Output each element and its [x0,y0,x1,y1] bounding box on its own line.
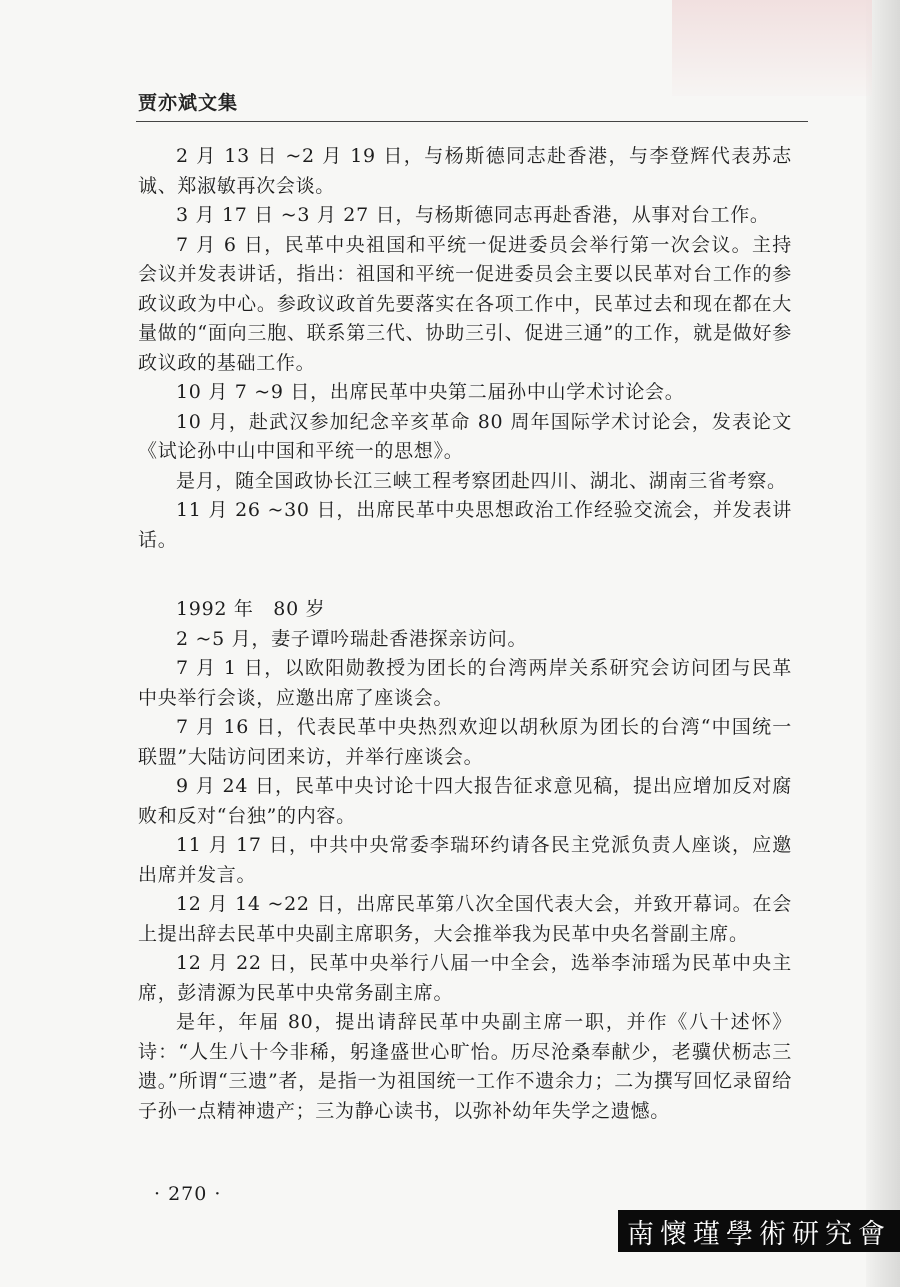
scan-page-edge [866,0,900,1287]
section-gap [138,555,792,595]
paragraph: 11 月 26 ~30 日，出席民革中央思想政治工作经验交流会，并发表讲话。 [138,499,792,551]
paragraph: 7 月 1 日，以欧阳勋教授为团长的台湾两岸关系研究会访问团与民革中央举行会谈，应邀出席了座谈会。 [138,657,792,709]
watermark-text: 南懷瑾學術研究會 [627,1218,891,1250]
paragraph: 9 月 24 日，民革中央讨论十四大报告征求意见稿，提出应增加反对腐败和反对“台独”的内容。 [138,775,792,827]
header-rule [136,121,808,122]
watermark-banner [618,1210,900,1252]
scan-corner-tint [672,0,872,96]
paragraph: 7 月 16 日，代表民革中央热烈欢迎以胡秋原为团长的台湾“中国统一联盟”大陆访问团来访，并举行座谈会。 [138,716,792,768]
paragraph: 2 ~5 月，妻子谭吟瑞赴香港探亲访问。 [176,627,528,650]
paragraph: 12 月 14 ~22 日，出席民革第八次全国代表大会，并致开幕词。在会上提出辞去民革中央副主席职务，大会推举我为民革中央名誉副主席。 [138,893,792,945]
paragraph: 是年，年届 80，提出请辞民革中央副主席一职，并作《八十述怀》诗：“人生八十今非稀，躬逢盛世心旷怡。历尽沧桑奉献少，老骥伏枥志三遗。”所谓“三遗”者，是指一为祖国统一工作不遗余力；二为撰写回忆录留给子孙一点精神遗产；三为静心读书，以弥补幼年失学之遗憾。 [138,1011,792,1122]
paragraph: 2 月 13 日 ~2 月 19 日，与杨斯德同志赴香港，与李登辉代表苏志诚、郑淑敏再次会谈。 [138,145,792,197]
paragraph: 10 月，赴武汉参加纪念辛亥革命 80 周年国际学术讨论会，发表论文《试论孙中山中国和平统一的思想》。 [138,410,792,462]
paragraph: 7 月 6 日，民革中央祖国和平统一促进委员会举行第一次会议。主持会议并发表讲话，指出：祖国和平统一促进委员会主要以民革对台工作的参政议政为中心。参政议政首先要落实在各项工作中，民革过去和现在都在大量做的“面向三胞、联系第三代、协助三引、促进三通”的工作，就是做好参政议政的基础工作。 [138,233,792,374]
running-header [136,88,806,115]
book-title: 贾亦斌文集 [138,92,239,114]
paragraph: 11 月 17 日，中共中央常委李瑞环约请各民主党派负责人座谈，应邀出席并发言。 [138,834,792,886]
paragraph: 10 月 7 ~9 日，出席民革中央第二届孙中山学术讨论会。 [176,381,685,403]
page-number: · 270 · [154,1183,222,1205]
paragraph: 12 月 22 日，民革中央举行八届一中全会，选举李沛瑶为民革中央主席，彭清源为民革中央常务副主席。 [138,952,792,1004]
year-heading: 1992 年 80 岁 [176,598,326,620]
paragraph: 是月，随全国政协长江三峡工程考察团赴四川、湖北、湖南三省考察。 [176,469,787,492]
page-body [138,142,792,1126]
paragraph: 3 月 17 日 ~3 月 27 日，与杨斯德同志再赴香港，从事对台工作。 [176,204,770,226]
